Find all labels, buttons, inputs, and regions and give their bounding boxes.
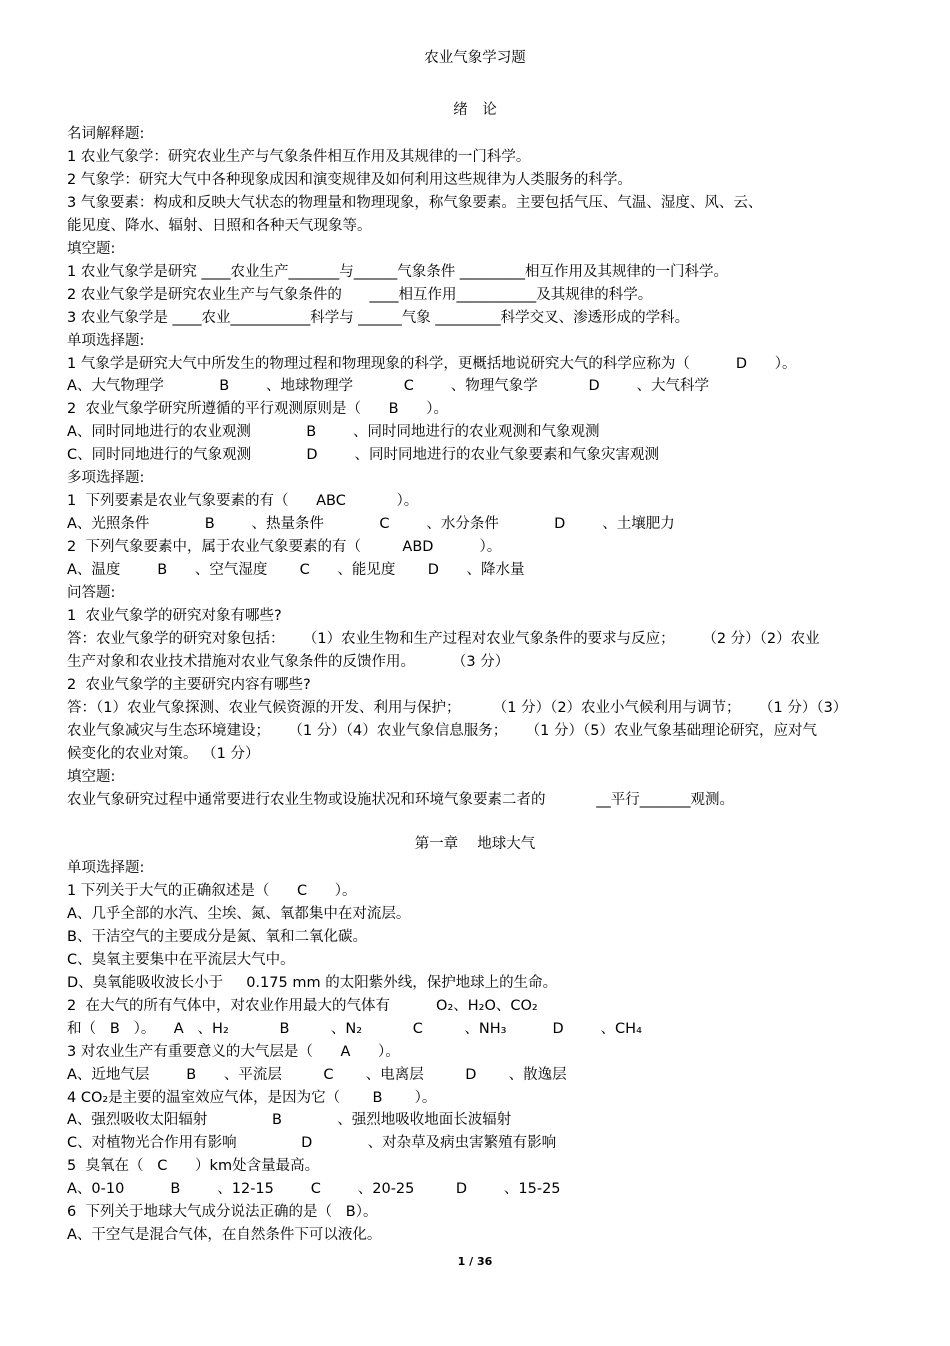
text-line: A、大气物理学 B 、地球物理学 C 、物理气象学 D 、大气科学 bbox=[67, 378, 709, 395]
text-line: A、强烈吸收太阳辐射 B 、强烈地吸收地面长波辐射 bbox=[67, 1112, 512, 1129]
text-line: 4 CO₂是主要的温室效应气体，是因为它（ B ）。 bbox=[67, 1089, 437, 1106]
text-line: 3 气象要素：构成和反映大气状态的物理量和物理现象，称气象要素。主要包括气压、气温、湿度、风、云、 bbox=[67, 194, 763, 211]
text-line: A、0-10 B 、12-15 C 、20-25 D 、15-25 bbox=[67, 1181, 561, 1198]
text-line: 答：（1）农业气象探测、农业气候资源的开发、利用与保护； （1 分）（2）农业小气候利用与调节； （1 分）（3） bbox=[67, 699, 848, 716]
document-title: 农业气象学习题 bbox=[424, 50, 526, 66]
text-line: 生产对象和农业技术措施对农业气象条件的反馈作用。 （3 分） bbox=[67, 653, 510, 670]
text-line: 2 下列气象要素中，属于农业气象要素的有（ ABD ）。 bbox=[67, 539, 502, 556]
text-line: 单项选择题: bbox=[67, 860, 145, 876]
text-line: A、温度 B 、空气湿度 C 、能见度 D 、降水量 bbox=[67, 562, 525, 579]
text-line: C、同时同地进行的气象观测 D 、同时同地进行的农业气象要素和气象灾害观测 bbox=[67, 447, 659, 464]
text-line: D、臭氧能吸收波长小于 0.175 mm 的太阳紫外线，保护地球上的生命。 bbox=[67, 974, 558, 991]
text-line: 能见度、降水、辐射、日照和各种天气现象等。 bbox=[67, 217, 372, 234]
text-line: 多项选择题: bbox=[67, 470, 145, 487]
text-line: 6 下列关于地球大气成分说法正确的是（ B）。 bbox=[67, 1204, 378, 1221]
text-line: 答：农业气象学的研究对象包括： （1）农业生物和生产过程对农业气象条件的要求与反应； （2 分）（2）农业 bbox=[67, 630, 820, 647]
page-number-footer: 1 / 36 bbox=[457, 1255, 493, 1268]
text-line: C、臭氧主要集中在平流层大气中。 bbox=[67, 951, 295, 968]
text-line: B、干洁空气的主要成分是氮、氧和二氧化碳。 bbox=[67, 928, 367, 945]
text-line: 2 农业气象学研究所遵循的平行观测原则是（ B ）。 bbox=[67, 401, 448, 418]
text-line: 1 农业气象学是研究 ____农业生产_______与______气象条件 _________相互作用及其规律的一门科学。 bbox=[67, 263, 729, 280]
section-title-intro: 绪 论 bbox=[453, 102, 497, 118]
text-line: 农业气象减灾与生态环境建设； （1 分）（4）农业气象信息服务； （1 分）（5）农业气象基础理论研究，应对气 bbox=[67, 722, 817, 739]
text-line: 5 臭氧在（ C ）km处含量最高。 bbox=[67, 1158, 320, 1175]
text-line: A、光照条件 B 、热量条件 C 、水分条件 D 、土壤肥力 bbox=[67, 516, 675, 533]
text-line: 3 对农业生产有重要意义的大气层是（ A ）。 bbox=[67, 1043, 400, 1060]
text-line: A、近地气层 B 、平流层 C 、电离层 D 、散逸层 bbox=[67, 1066, 567, 1083]
text-line: A、同时同地进行的农业观测 B 、同时同地进行的农业观测和气象观测 bbox=[67, 424, 600, 441]
text-line: 填空题: bbox=[67, 240, 116, 257]
text-line: 1 下列要素是农业气象要素的有（ ABC ）。 bbox=[67, 493, 419, 510]
text-line: 2 农业气象学的主要研究内容有哪些? bbox=[67, 676, 311, 693]
chapter-1-title: 第一章 地球大气 bbox=[414, 836, 536, 852]
text-line: 2 农业气象学是研究农业生产与气象条件的 ____相互作用___________及其规律的科学。 bbox=[67, 286, 653, 303]
text-line: 1 农业气象学的研究对象有哪些? bbox=[67, 607, 282, 624]
text-line: 问答题: bbox=[67, 585, 116, 601]
text-line: 2 在大气的所有气体中，对农业作用最大的气体有 O₂、H₂O、CO₂ bbox=[67, 997, 538, 1014]
text-line: A、几乎全部的水汽、尘埃、氮、氧都集中在对流层。 bbox=[67, 905, 411, 922]
text-line: 1 气象学是研究大气中所发生的物理过程和物理现象的科学，更概括地说研究大气的科学应称为（ D ）。 bbox=[67, 355, 797, 372]
text-line: 3 农业气象学是 ____农业___________科学与 ______气象 _________科学交叉、渗透形成的学科。 bbox=[67, 309, 690, 326]
text-line: 候变化的农业对策。 （1 分） bbox=[67, 745, 260, 762]
text-line: 单项选择题: bbox=[67, 332, 145, 349]
text-line: 和（ B ）。 A 、H₂ B 、N₂ C 、NH₃ D 、CH₄ bbox=[67, 1020, 642, 1037]
text-line: 名词解释题: bbox=[67, 126, 145, 142]
text-line: 农业气象研究过程中通常要进行农业生物或设施状况和环境气象要素二者的 __平行_______观测。 bbox=[67, 791, 734, 808]
text-line: 2 气象学：研究大气中各种现象成因和演变规律及如何利用这些规律为人类服务的科学。 bbox=[67, 171, 632, 188]
text-line: A、干空气是混合气体，在自然条件下可以液化。 bbox=[67, 1227, 382, 1244]
text-line: 填空题: bbox=[67, 768, 116, 785]
text-line: C、对植物光合作用有影响 D 、对杂草及病虫害繁殖有影响 bbox=[67, 1135, 557, 1152]
text-line: 1 农业气象学：研究农业生产与气象条件相互作用及其规律的一门科学。 bbox=[67, 148, 531, 165]
text-line: 1 下列关于大气的正确叙述是（ C ）。 bbox=[67, 882, 357, 899]
